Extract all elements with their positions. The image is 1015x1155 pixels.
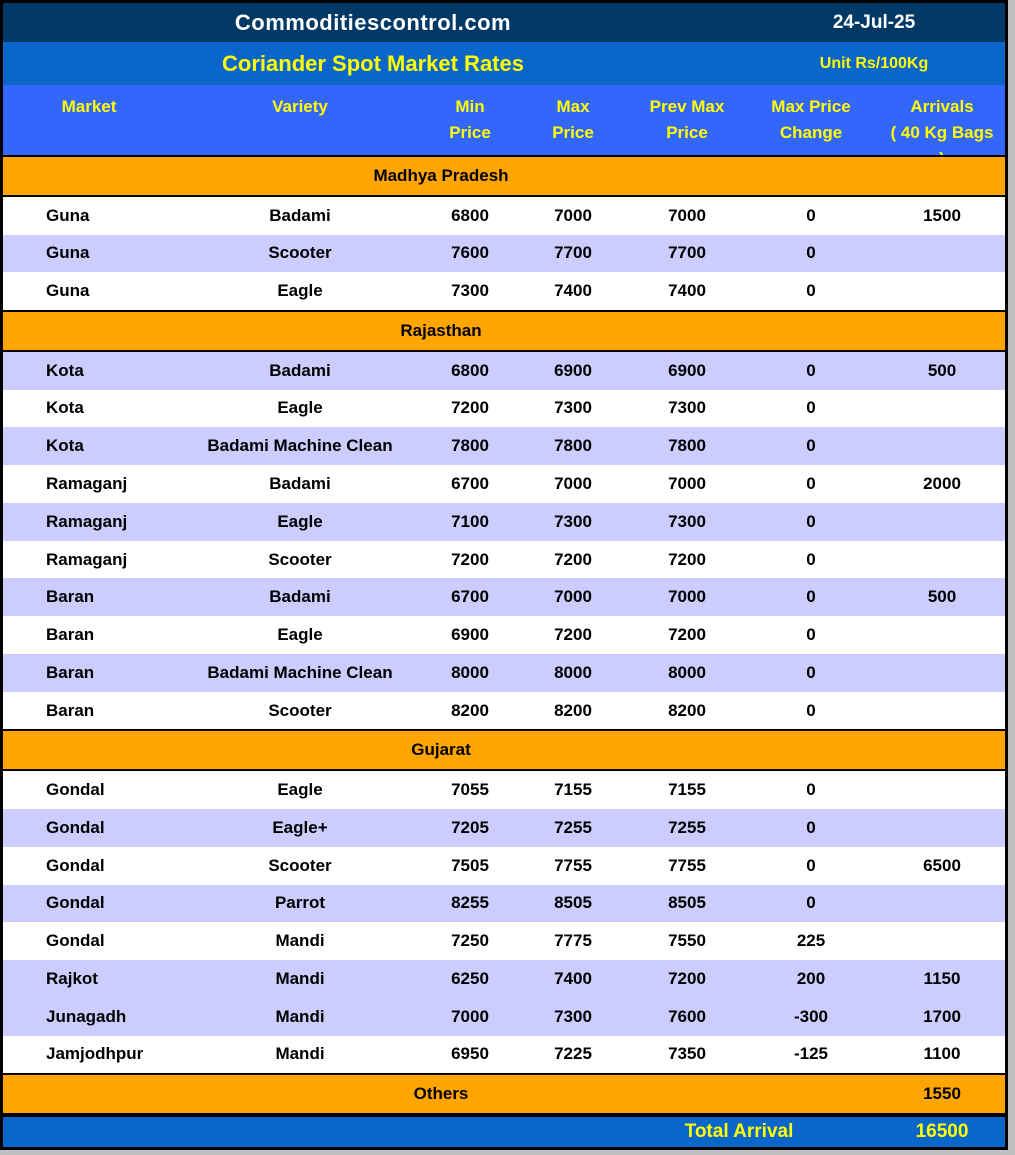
cell-market: Jamjodhpur (46, 1044, 144, 1064)
cell-max: 7000 (554, 474, 592, 493)
cell-variety: Eagle (277, 511, 323, 531)
data-row (3, 885, 1005, 923)
cell-prev: 7000 (668, 474, 706, 493)
cell-variety: Badami Machine Clean (207, 662, 393, 682)
cell-prev: 7200 (668, 625, 706, 645)
section-label: Others (413, 1084, 469, 1104)
data-row (3, 616, 1005, 654)
cell-min: 8000 (451, 662, 489, 682)
data-row (3, 272, 1005, 310)
cell-variety: Eagle (277, 398, 323, 418)
cell-prev: 7755 (668, 855, 706, 875)
section-row (3, 729, 1005, 771)
section-row (3, 310, 1005, 352)
cell-variety: Eagle (277, 625, 323, 645)
others-row (3, 1073, 1005, 1115)
total-arrival-value: 16500 (915, 1121, 969, 1142)
cell-change: 0 (806, 700, 816, 720)
cell-variety: Mandi (275, 968, 325, 988)
cell-arrivals: 1150 (923, 968, 961, 988)
cell-prev: 7200 (668, 549, 706, 569)
cell-prev: 7800 (668, 436, 706, 456)
col-header-max-price-change (743, 85, 879, 155)
cell-variety: Badami (269, 474, 331, 493)
cell-variety: Scooter (268, 855, 332, 875)
cell-min: 6700 (451, 587, 489, 607)
cell-max: 7300 (554, 1006, 592, 1026)
col-header-prev-max-price (631, 85, 743, 155)
cell-min: 7200 (451, 549, 489, 569)
data-row (3, 922, 1005, 960)
cell-prev: 7400 (668, 281, 706, 301)
col-header-prev-line2: Price (666, 123, 708, 142)
cell-min: 6250 (451, 968, 489, 988)
cell-market: Guna (46, 281, 90, 301)
cell-arrivals: 1100 (923, 1044, 961, 1064)
cell-market: Baran (46, 587, 95, 607)
cell-variety: Mandi (275, 1044, 325, 1064)
cell-change: 0 (806, 855, 816, 875)
data-row (3, 465, 1005, 503)
data-row (3, 427, 1005, 465)
section-label: Madhya Pradesh (373, 165, 509, 185)
data-row (3, 692, 1005, 730)
cell-market: Gondal (46, 817, 105, 837)
table-body (3, 155, 1005, 1115)
col-header-market (3, 85, 175, 155)
cell-min: 6950 (451, 1044, 489, 1064)
cell-arrivals: 2000 (923, 474, 961, 493)
section-label: Gujarat (411, 740, 471, 760)
col-header-variety (175, 85, 425, 155)
cell-min: 8255 (451, 893, 489, 913)
cell-min: 6700 (451, 474, 489, 493)
col-header-prev-line1: Prev Max (649, 97, 725, 116)
cell-change: 0 (806, 436, 816, 456)
col-header-arrivals-line1: Arrivals (910, 97, 974, 116)
report-date: 24-Jul-25 (832, 11, 916, 33)
cell-change: 0 (806, 817, 816, 837)
cell-prev: 8200 (668, 700, 706, 720)
cell-max: 7700 (554, 243, 592, 263)
cell-variety: Scooter (268, 549, 332, 569)
cell-prev: 7000 (668, 587, 706, 607)
subtitle-bar (3, 42, 1005, 85)
col-header-max-line1: Max (556, 97, 590, 116)
data-row (3, 390, 1005, 428)
data-row (3, 998, 1005, 1036)
cell-market: Gondal (46, 780, 105, 800)
col-header-min-line2: Price (449, 123, 491, 142)
cell-change: 0 (806, 474, 816, 493)
cell-max: 7000 (554, 205, 592, 225)
cell-arrivals: 500 (927, 360, 957, 380)
cell-market: Ramaganj (46, 474, 128, 493)
cell-market: Guna (46, 205, 90, 225)
cell-prev: 7300 (668, 398, 706, 418)
cell-min: 7205 (451, 817, 489, 837)
cell-market: Rajkot (46, 968, 98, 988)
cell-max: 7000 (554, 587, 592, 607)
cell-change: 0 (806, 243, 816, 263)
cell-max: 7775 (554, 931, 592, 951)
cell-max: 7255 (554, 817, 592, 837)
cell-variety: Badami (269, 205, 331, 225)
cell-change: 0 (806, 511, 816, 531)
col-header-change-line2: Change (779, 123, 843, 142)
cell-variety: Eagle+ (272, 817, 328, 837)
cell-prev: 7600 (668, 1006, 706, 1026)
data-row (3, 235, 1005, 273)
cell-min: 7250 (451, 931, 489, 951)
cell-prev: 8000 (668, 662, 706, 682)
cell-variety: Eagle (277, 281, 323, 301)
cell-max: 8000 (554, 662, 592, 682)
cell-max: 6900 (554, 360, 592, 380)
cell-max: 7400 (554, 968, 592, 988)
cell-change: 0 (806, 360, 816, 380)
cell-min: 7100 (451, 511, 489, 531)
cell-max: 8505 (554, 893, 592, 913)
data-row (3, 771, 1005, 809)
cell-change: -125 (793, 1044, 829, 1064)
section-row (3, 155, 1005, 197)
cell-prev: 7255 (668, 817, 706, 837)
cell-change: 0 (806, 662, 816, 682)
report-title: Coriander Spot Market Rates (222, 50, 524, 76)
col-header-max-price (515, 85, 631, 155)
cell-min: 7000 (451, 1006, 489, 1026)
col-header-variety-line1: Variety (272, 97, 328, 116)
data-row (3, 1036, 1005, 1074)
cell-change: 0 (806, 780, 816, 800)
cell-arrivals: 1550 (923, 1084, 961, 1104)
data-row (3, 503, 1005, 541)
cell-variety: Scooter (268, 700, 332, 720)
cell-market: Baran (46, 700, 95, 720)
cell-prev: 7000 (668, 205, 706, 225)
cell-prev: 7700 (668, 243, 706, 263)
section-label: Rajasthan (400, 320, 482, 340)
cell-min: 6800 (451, 360, 489, 380)
data-row (3, 654, 1005, 692)
data-row (3, 578, 1005, 616)
cell-variety: Scooter (268, 243, 332, 263)
data-row (3, 197, 1005, 235)
column-header-row (3, 85, 1005, 155)
brand-title: Commoditiescontrol.com (234, 9, 512, 35)
cell-arrivals: 1500 (923, 205, 961, 225)
col-header-market-line1: Market (61, 97, 117, 116)
data-row (3, 960, 1005, 998)
cell-market: Junagadh (46, 1006, 127, 1026)
cell-max: 8200 (554, 700, 592, 720)
cell-market: Ramaganj (46, 511, 128, 531)
cell-prev: 6900 (668, 360, 706, 380)
cell-min: 7200 (451, 398, 489, 418)
cell-market: Gondal (46, 893, 105, 913)
cell-change: 0 (806, 549, 816, 569)
cell-prev: 7200 (668, 968, 706, 988)
cell-market: Kota (46, 436, 84, 456)
cell-max: 7755 (554, 855, 592, 875)
cell-min: 8200 (451, 700, 489, 720)
cell-min: 6900 (451, 625, 489, 645)
cell-max: 7400 (554, 281, 592, 301)
cell-min: 7505 (451, 855, 489, 875)
cell-change: 225 (796, 931, 826, 951)
cell-market: Kota (46, 398, 84, 418)
cell-market: Ramaganj (46, 549, 128, 569)
cell-min: 7600 (451, 243, 489, 263)
cell-max: 7155 (554, 780, 592, 800)
cell-market: Baran (46, 625, 95, 645)
cell-change: 0 (806, 205, 816, 225)
title-bar (3, 3, 1005, 42)
cell-change: 0 (806, 625, 816, 645)
cell-prev: 7350 (668, 1044, 706, 1064)
cell-change: 0 (806, 398, 816, 418)
cell-max: 7800 (554, 436, 592, 456)
total-row (3, 1115, 1005, 1147)
cell-max: 7300 (554, 398, 592, 418)
col-header-max-line2: Price (552, 123, 594, 142)
cell-max: 7200 (554, 625, 592, 645)
cell-prev: 7300 (668, 511, 706, 531)
data-row (3, 352, 1005, 390)
col-header-arrivals-line2: ( 40 Kg Bags (890, 123, 994, 142)
cell-min: 7055 (451, 780, 489, 800)
cell-max: 7300 (554, 511, 592, 531)
cell-arrivals: 500 (927, 587, 957, 607)
col-header-arrivals (879, 85, 1005, 155)
cell-max: 7200 (554, 549, 592, 569)
cell-variety: Badami (269, 360, 331, 380)
total-arrival-label: Total Arrival (684, 1121, 794, 1142)
cell-change: -300 (793, 1006, 829, 1026)
cell-market: Gondal (46, 855, 105, 875)
cell-max: 7225 (554, 1044, 592, 1064)
cell-variety: Badami (269, 587, 331, 607)
cell-change: 200 (796, 968, 826, 988)
unit-label: Unit Rs/100Kg (819, 54, 929, 72)
cell-min: 6800 (451, 205, 489, 225)
cell-variety: Mandi (275, 931, 325, 951)
cell-change: 0 (806, 281, 816, 301)
cell-prev: 8505 (668, 893, 706, 913)
cell-market: Gondal (46, 931, 105, 951)
cell-variety: Badami Machine Clean (207, 436, 393, 456)
cell-prev: 7550 (668, 931, 706, 951)
col-header-min-price (425, 85, 515, 155)
cell-min: 7300 (451, 281, 489, 301)
data-row (3, 847, 1005, 885)
cell-arrivals: 6500 (923, 855, 961, 875)
cell-market: Guna (46, 243, 90, 263)
cell-prev: 7155 (668, 780, 706, 800)
cell-change: 0 (806, 893, 816, 913)
data-row (3, 541, 1005, 579)
cell-min: 7800 (451, 436, 489, 456)
cell-variety: Parrot (274, 893, 326, 913)
cell-variety: Mandi (275, 1006, 325, 1026)
cell-arrivals: 1700 (923, 1006, 961, 1026)
cell-change: 0 (806, 587, 816, 607)
data-row (3, 809, 1005, 847)
col-header-change-line1: Max Price (771, 97, 851, 116)
col-header-min-line1: Min (455, 97, 485, 116)
cell-market: Kota (46, 360, 84, 380)
cell-variety: Eagle (277, 780, 323, 800)
cell-market: Baran (46, 662, 95, 682)
